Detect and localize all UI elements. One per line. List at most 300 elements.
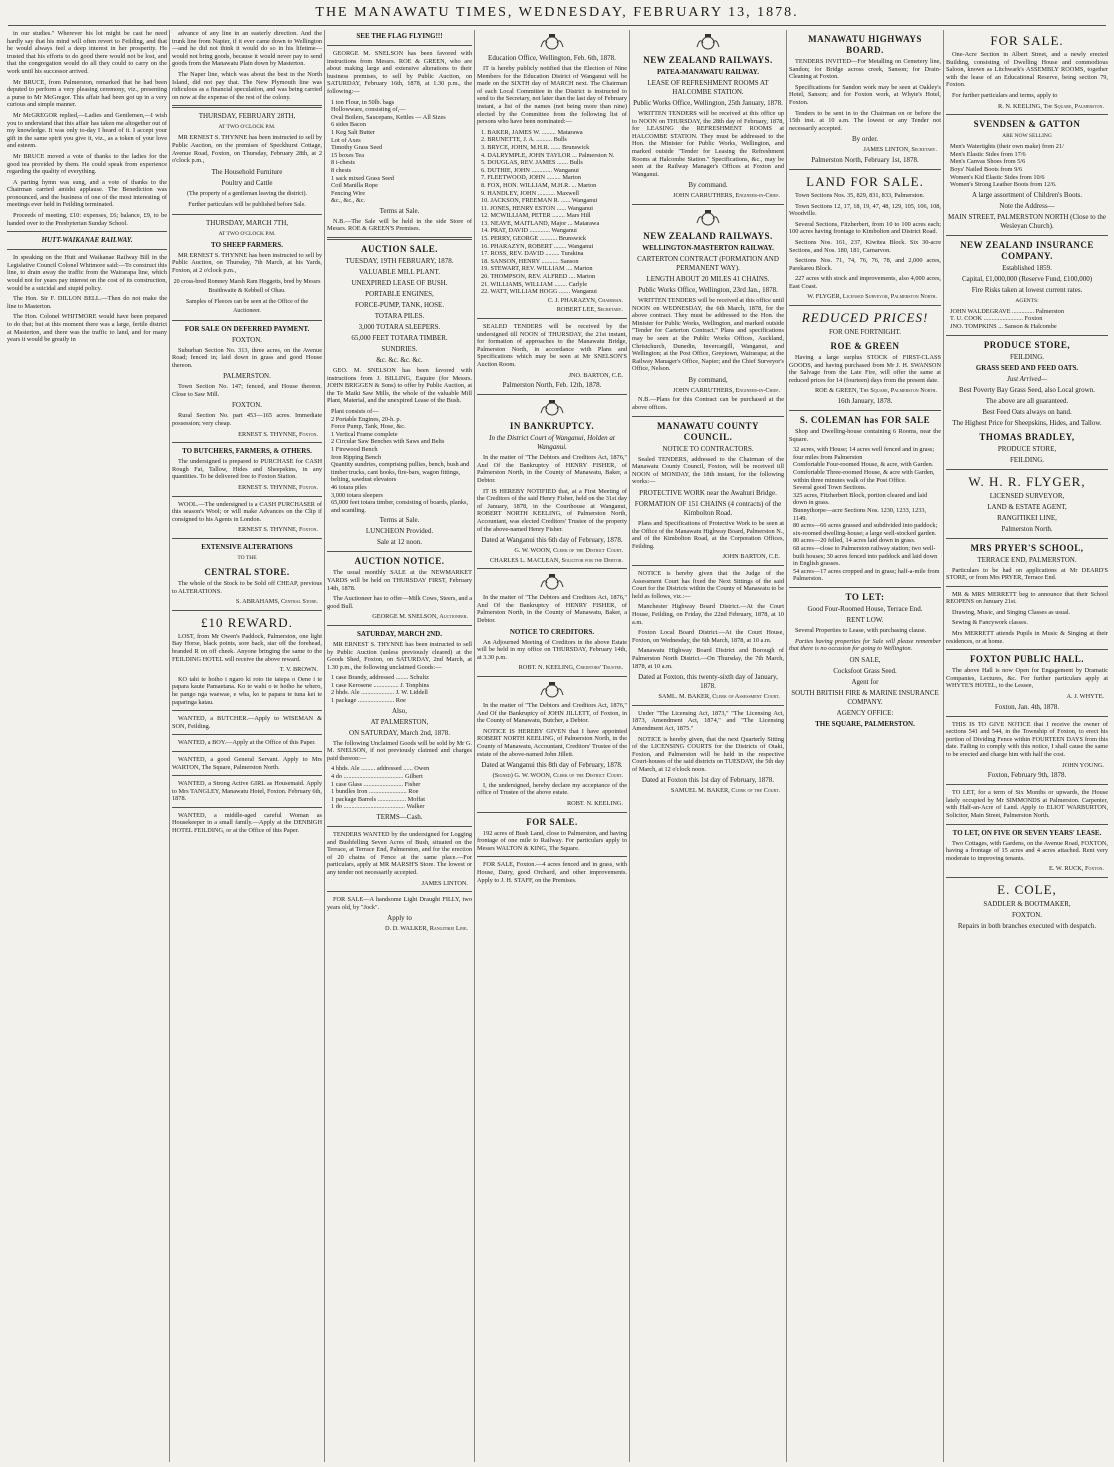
notice-note: Samples of Fleeces can be seen at the Office of the Auctioneer. [185, 298, 309, 314]
divider [327, 625, 472, 626]
ad-line: PORTABLE ENGINES, [365, 290, 434, 299]
ad-terms: Terms at Sale. [379, 206, 420, 215]
ad-heading: CENTRAL STORE. [204, 567, 290, 577]
ad-heading: MRS PRYER'S SCHOOL, [970, 542, 1084, 553]
notice-signature: ROBT. N. KEELING, Creditors' Trustee. [518, 664, 623, 672]
list-item: 6. DUTHIE, JOHN ............. Wanganui [481, 166, 579, 174]
ad-heading: PRODUCE STORE, [983, 339, 1071, 350]
list-item: 65,000 feet totara timber, consisting of boards, planks, and scantling. [331, 499, 469, 514]
list-item: Men's Canvas Shoes from 5/6 [950, 158, 1026, 166]
divider [7, 231, 167, 232]
ad-heading: SVENDSEN & GATTON [973, 119, 1081, 130]
notice-signature: SAML. M. BAKER, Clerk of Assessment Court. [658, 693, 780, 701]
notice-text: Foxton Local Board District.—At the Court House, Foxton, on Wednesday, the 6th March, 1878, at 10 a.m. [632, 629, 784, 644]
notice-office: Education Office, Wellington, Feb. 6th, 1878. [488, 54, 616, 62]
item-list [477, 129, 627, 296]
ad-line: The Highest Price for Sheepskins, Hides, and Tallow. [952, 418, 1102, 427]
notice-item: The Household Furniture [211, 167, 283, 176]
notice-signature: C. J. PHARAZYN, Chairman. [547, 296, 623, 304]
ad-line: MAIN STREET, PALMERSTON NORTH (Close to the Wesleyan Church). [948, 212, 1106, 230]
ad-line: RANGITIKEI LINE, [997, 513, 1057, 522]
ad-line: AGENCY OFFICE: [836, 708, 894, 717]
ad-text: TENDERS WANTED by the undersigned for Logging and Bushfelling Seven Acres of Bush, situated on the Terrace, at Terrace End, Palmerston, and for the erection of 20 chains of Fence at the same place.—For particulars, apply at MR MARSH'S Store. The lowest or any tender not necessarily accepted. [327, 831, 472, 876]
notice-item: Poultry and Cattle [221, 178, 273, 187]
ad-date: 16th January, 1878. [837, 397, 893, 406]
notice-time: AT TWO O'CLOCK P.M. [218, 230, 276, 237]
divider [789, 410, 941, 411]
divider [172, 610, 322, 611]
ad-text: Shop and Dwelling-house containing 6 Rooms, near the Square. [789, 428, 941, 443]
ad-subheading: ARE NOW SELLING [1002, 133, 1052, 140]
ad-text: FOR SALE—A handsome Light Draught FILLY, two years old, by "Jock". [327, 896, 472, 911]
divider [477, 394, 627, 395]
notice-text: Manawatu Highway Board District and Borough of Palmerston North District.—On Thursday, the 7th March, 1878, at 10 a.m. [632, 647, 784, 670]
ad-signature: THOMAS BRADLEY, [979, 431, 1075, 442]
royal-crest-icon [539, 573, 565, 591]
ad-text: GEO. M. SNELSON has been favored with instructions from J. BILLING, Esquire (for Messrs. JOHN BRIGGEN & Sons) to offer by Public Auction, at the Te Maiki Saw Mills, the whole of the valuable Mill Plant, Material, and the unexpired Lease of the Bush. [327, 367, 472, 405]
ad-line: Agent for [851, 677, 879, 686]
ad-terms: Terms at Sale. [379, 516, 420, 525]
list-item: 1 package ....................... Roe [331, 697, 406, 705]
divider [632, 565, 784, 566]
column-rule [629, 30, 630, 1462]
ad-text: The whole of the Stock to be Sold off CHEAP, previous to ALTERATIONS. [172, 580, 322, 595]
ad-line: &c. &c. &c. &c. [376, 356, 423, 365]
ad-line: AGENTS: [1015, 297, 1039, 304]
ad-line: A large assortment of Children's Boots. [971, 190, 1082, 199]
divider [7, 249, 167, 250]
notice-text: In the matter of "The Debtors and Creditors Act, 1876," And Of the Bankruptcy of HENRY FISHER, of Palmerston North, in the County of Manawatu, Baker, a Debtor. [477, 594, 627, 625]
notice-text: NOTICE IS HEREBY GIVEN that I have appointed ROBERT NORTH KEELING, of Palmerston North, in the County of Manawatu, Accountant, Creditors' Trustee of the estate of the above-named John Jillett. [477, 727, 627, 758]
list-item: T. U. COOK ......................... Foxton [950, 315, 1043, 323]
royal-crest-icon [539, 33, 565, 51]
ad-line: Cocksfoot Grass Seed. [833, 666, 897, 675]
notice-signature: (Signed) G. W. WOON, Clerk of the District Court. [492, 772, 623, 780]
divider [477, 568, 627, 569]
notice-text: Plans and Specifications of Protective Work to be seen at the Office of the Manawatu Highway Board, Palmerston N., and of the Kimbolton Road, at the Corporation Offices, Feilding. [632, 520, 784, 550]
notice-date: Dated at Wanganui this 8th day of February, 1878. [481, 761, 623, 770]
ad-text: GEORGE M. SNELSON has been favored with instructions from Messrs. ROE & GREEN, who are about making large and extensive alterations to their business premises, to sell by Public Auction, on SATURDAY, February 16th, 1878, at 1.30 p.m., the following:— [327, 50, 472, 95]
notice-heading: NEW ZEALAND RAILWAYS. [643, 55, 773, 65]
ad-line: VALUABLE MILL PLANT. [359, 268, 440, 277]
divider [172, 496, 322, 497]
article-paragraph: Mr BRUCE moved a vote of thanks to the ladies for the good tea provided by them. He could speak from experience regarding the quality of everything. [7, 152, 167, 176]
notice-text: N.B.—Plans for this Contract can be purchased at the above offices. [632, 396, 784, 412]
list-item: Several good Town Sections. [793, 484, 867, 492]
notice-item: 20 cross-bred Romney Marsh Ram Hoggetts, bred by Messrs Braithwaite & Kebbell of Ohau. [173, 278, 321, 294]
list-item: 21. WILLIAMS, WILLIAM ........ Carlyle [481, 280, 588, 288]
ad-line: LAND & ESTATE AGENT, [987, 502, 1067, 511]
notice-text: MR ERNEST S. THYNNE has been instructed to sell by Public Auction, on the premises of Speckhurst Cottage, Avenue Road, Foxton, on Thursday, February 28th, at 2 o'clock p.m., [172, 134, 322, 165]
list-item: 46 totara piles [331, 483, 367, 491]
ad-line: Capital, £1,000,000 (Reserve Fund, £100,000) [961, 274, 1093, 283]
column-4 [477, 30, 627, 1462]
ad-text: The usual monthly SALE at the NEWMARKET YARDS will be held on THURSDAY FIRST, February 14th, 1878. [327, 569, 472, 592]
list-item: 7. FLEETWOOD, JOHN ......... Marton [481, 174, 581, 182]
list-item: 8 i-chests [331, 159, 355, 167]
list-item: 11. JONES, HENRY ESTON ...... Wanganui [481, 204, 593, 212]
list-item: 2 hhds. Ale ..................... J. W. Liddell [331, 689, 428, 697]
notice-text: Manchester Highway Board District.—At the Court House, Feilding, on Friday, the 22nd February, 1878, at 10 a.m. [632, 603, 784, 626]
list-item: Women's Kid Elastic Sides from 10/6 [950, 173, 1045, 181]
ad-signature: ERNEST S. THYNNE, Foxton. [238, 484, 318, 492]
notice-date: THURSDAY, MARCH 7TH, [205, 218, 289, 227]
notice-court: In the District Court of Wanganui, Holden at Wanganui. [489, 434, 615, 452]
ad-line: ON SALE, [849, 655, 881, 664]
notice-heading: NOTICE TO CREDITORS. [509, 627, 595, 636]
list-item: Lot of Axes [331, 136, 361, 144]
column-rule [169, 30, 170, 1462]
ad-signature: A. J. WHYTE. [1066, 693, 1104, 701]
ad-line: 65,000 FEET TOTARA TIMBER. [351, 334, 448, 343]
divider [946, 114, 1108, 115]
list-item: 5. DOUGLAS, REV. JAMES ....... Bulls [481, 159, 583, 167]
wanted-ad: WANTED, a middle-aged careful Woman as Housekeeper in a small family.—Apply at the DENBIGH HOTEL FEILDING, or at the Office of this Paper. [172, 811, 322, 835]
notice-signature: SAMUEL M. BAKER, Clerk of the Court. [670, 787, 780, 795]
ad-signature: T. V. BROWN. [279, 666, 318, 674]
ad-line: TERRACE END, PALMERSTON. [977, 555, 1077, 564]
ad-text: Sections Nos. 71, 74, 76, 76, 78, and 2,000 acres, Parekareu Block. [789, 257, 941, 272]
ad-heading: AUCTION NOTICE. [354, 556, 445, 567]
list-item: 1 ton Flour, in 50lb. bags [331, 98, 395, 106]
list-item: 17. ROSS, REV. DAVID ......... Turakina [481, 250, 584, 258]
divider [477, 318, 627, 319]
article-paragraph: in our studies." Wherever his lot might be cast he need hardly say that his mind will often revert to Feilding, and that he would always feel a deep interest in her prosperity. He trusted that his efforts to do good there would not be lost, and that the congregation would do all they could to carry on the work until his successor arrived. [7, 30, 167, 75]
ad-text: Several Sections, Fitzherbert, from 10 to 100 acres each; 100 acres having frontage to Kimbolton and District Road. [789, 220, 941, 236]
list-item: 3,000 totara sleepers [331, 491, 383, 499]
ad-text: MR ERNEST S. THYNNE has been instructed to sell by Public Auction (unless previously cleared) at the Goods Shed, Foxton, on SATURDAY, 2nd March, at 1.30 p.m., the following unclaimed Goods:— [327, 640, 472, 671]
wanted-ad: WANTED, a good General Servant. Apply to Mrs WARTON, The Square, Palmerston North. [172, 755, 322, 771]
notice-text: MR ERNEST S. THYNNE has been instructed to sell by Public Auction, on Thursday, 7th March, at his Yards, Foxton, at 2 o'clock p.m., [172, 251, 322, 274]
ad-line: Also, [392, 706, 407, 715]
ad-text: Mrs MERRETT attends Pupils in Music & Singing at their residences, or at home. [946, 630, 1108, 645]
ad-line: ON SATURDAY, March 2nd, 1878. [349, 728, 450, 737]
ad-text: 192 acres of Bush Land, close to Palmerston, and having frontage of one mile to Railway. For particulars apply to Messrs WALTON & KING, The Square. [477, 829, 627, 852]
list-item: Plant consists of— [331, 408, 379, 416]
notice-subheading: PATEA-MANAWATU RAILWAY. [657, 68, 759, 76]
list-item: 4. DALRYMPLE, JOHN TAYLOR ... Palmerston N. [481, 151, 615, 159]
list-item: Comfortable Three-roomed House, & acre with Garden, within three minutes walk of the Post Office. [793, 469, 935, 484]
list-item: 325 acres, Fitzherbert Block, portion cleared and laid down in grass. [793, 491, 928, 507]
ad-text: For further particulars and terms, apply to [952, 91, 1058, 99]
ad-terms: TERMS—Cash. [376, 813, 423, 821]
list-item: 19. STEWART, REV. WILLIAM .... Marton [481, 265, 593, 273]
list-item: Comfortable Four-roomed House, & acre, with Garden. [793, 461, 934, 469]
list-item: 1. BAKER, JAMES W. ......... Matarawa [481, 128, 583, 136]
list-item: 1 package Barrels .................. Moffat [331, 795, 425, 803]
divider [327, 45, 472, 46]
ad-text: TO LET, for a term of Six Months or upwards, the House lately occupied by Mr SIMMONDS at Palmerston. Carpenter, with Half-an-Acre of Land. Apply to ELIOT WARBURTON, Solicitor, Main Street, Palmerston North. [946, 789, 1108, 819]
notice-text: An Adjourned Meeting of Creditors in the above Estate will be held in my office on THURSDAY, February 14th, at 3.30 p.m. [477, 638, 627, 661]
item-list [946, 308, 1108, 331]
ad-heading: TO LET, ON FIVE OR SEVEN YEARS' LEASE. [952, 828, 1102, 837]
divider [946, 538, 1108, 539]
list-item: 80 acres—66 acres grassed and subdivided into paddock; six-roomed dwelling-house; a large well-stocked garden. [793, 522, 938, 537]
royal-crest-icon [539, 399, 565, 417]
column-rule [943, 30, 944, 1462]
list-item: 1 case Kerosene ................ J. Tonphins [331, 681, 430, 689]
notice-time: AT TWO O'CLOCK P.M. [218, 124, 276, 131]
ad-signature: JAMES LINTON. [421, 879, 468, 887]
ad-terms: Sale at 12 noon. [376, 538, 423, 547]
list-item: 1 case Glass ......................... Fisher [331, 780, 421, 788]
list-item: 15 boxes Tea [331, 151, 365, 159]
notice-date: THURSDAY, FEBRUARY 28TH, [198, 112, 296, 121]
notice-text: Sealed TENDERS, addressed to the Chairman of the Manawatu County Council, Foxton, will be received till NOON of MONDAY, the 18th instant, for the following works:— [632, 455, 784, 486]
ad-text: Having a large surplus STOCK of FIRST-CLASS GOODS, and having purchased from Mr J. H. SWANSON the Salvage from the Late Fire, will offer the same at reduced prices for 14 (fourteen) days from the present date. [789, 354, 941, 384]
list-item: Timothy Grass Seed [331, 144, 383, 152]
ad-signature: JOHN YOUNG. [1062, 761, 1104, 769]
ad-date: Foxton, February 9th, 1878. [987, 771, 1067, 780]
ad-line: Apply to [387, 914, 412, 923]
item-list [789, 446, 941, 583]
ad-line: FOXTON. [1011, 910, 1042, 919]
ad-heading: FOR SALE. [990, 33, 1064, 48]
list-item: 8. FOX, HON. WILLIAM, M.H.R. ... Marton [481, 181, 597, 189]
ad-line: AT PALMERSTON, [370, 717, 429, 726]
article-paragraph: Mr BRUCE, from Palmerston, remarked that he had been deputed to perform a very pleasing ceremony, viz., presenting a purse to Mr McGregor. This affair had been got up in a very curious and simple manner. [7, 78, 167, 109]
ad-text: Two Cottages, with Gardens, on the Avenue Road, FOXTON, having a frontage of 15 acres and 4 acres attached. Rent very moderate to improving tenants. [946, 839, 1108, 862]
ad-heading: LAND FOR SALE. [806, 173, 924, 189]
list-item: 10. JACKSON, FREEMAN R. ...... Wanganui [481, 197, 598, 205]
ad-heading: NEW ZEALAND INSURANCE COMPANY. [960, 239, 1094, 261]
ad-line: Just Arrived— [1006, 374, 1048, 383]
article-paragraph: The Naper line, which was about the best in the North Island, did not pay that. The New Plymouth line was ridiculous as a financial speculation, and was being carried on now at the expense of the rest of the colony. [172, 70, 322, 101]
ad-date: TUESDAY, 19TH FEBRUARY, 1878. [345, 257, 454, 266]
divider [946, 586, 1108, 587]
wanted-ad: WANTED, a BOY.—Apply at the Office of this Paper. [178, 739, 316, 747]
notice-heading: MANAWATU COUNTY COUNCIL. [656, 420, 760, 442]
ad-line: 3,000 TOTARA SLEEPERS. [358, 323, 441, 332]
ad-text: Parties having properties for Sale will please remember that there is no occasion for going to Wellington. [789, 637, 941, 653]
notice-date: Palmerston North, Feb. 12th, 1878. [502, 381, 602, 390]
column-6 [789, 30, 941, 1462]
notice-subheading: CARTERTON CONTRACT (FORMATION AND PERMANENT WAY). [637, 254, 779, 272]
list-item: 15. PERRY, GEORGE ........... Brunswick [481, 235, 587, 243]
ad-text: 227 acres with stock and improvements, also 4,000 acres, East Coast. [789, 275, 941, 290]
ad-line: RENT LOW. [846, 615, 884, 624]
divider [172, 538, 322, 539]
list-item: Boys' Nailed Boots from 9/6 [950, 165, 1023, 173]
column-rule [786, 30, 787, 1462]
notice-office: Public Works Office, Wellington, 23rd Jan., 1878. [638, 285, 778, 294]
ad-text: LOST, from Mr Owen's Paddock, Palmerston, one light Bay Horse, black points, sore back, star off the forehead, branded R on off cheek. Anyone bringing the same to the FEILDING HOTEL will receive the above reward. [172, 632, 322, 663]
ad-text: The following Unclaimed Goods will be sold by Mr G. M. SNELSON, if not previously claimed and charges paid thereon:— [327, 739, 472, 762]
divider [172, 214, 322, 215]
ad-text: The Auctioneer has to offer—Milk Cows, Steers, and a good Bull. [327, 595, 472, 610]
list-item: JOHN WALDEGRAVE .............. Palmerston [950, 307, 1064, 315]
list-item: Quantity sundries, comprising pullies, bench, bush and timber trucks, cant hooks, fire-bars, wagon fittings, belting, sawdust elevators [331, 461, 470, 484]
article-paragraph: Mr McGREGOR replied,—Ladies and Gentlemen,—I wish you to understand that this affair has taken me altogether out of my knowledge. It was only to-day I heard of it. I accept your gift in the same spirit you give it, viz., as a token of your love and esteem. [7, 111, 167, 150]
notice-office: Public Works Office, Wellington, 25th January, 1878. [633, 99, 783, 107]
list-item: 2 Circular Saw Benches with Saws and Belts [331, 438, 445, 446]
list-item: 3. BRYCE, JOHN, M.H.R. ...... Brunswick [481, 143, 590, 151]
royal-crest-icon [695, 209, 721, 227]
ad-line: Fire Risks taken at lowest current rates. [971, 285, 1083, 294]
ad-date: Foxton, Jan. 4th, 1878. [994, 702, 1060, 711]
divider [327, 551, 472, 552]
ad-text: FOR SALE, Foxton.—4 acres fenced and in grass, with House, Dairy, good Orchard, and other improvements. Apply to J. H. STAFF, on the Premises. [477, 861, 627, 884]
divider [946, 716, 1108, 717]
list-item: Men's Elastic Sides from 17/6 [950, 150, 1026, 158]
divider [172, 807, 322, 808]
notice-line: By command, [688, 375, 728, 384]
item-list [327, 99, 472, 205]
item-list [946, 143, 1108, 189]
notice-signature: JOHN CARRUTHERS, Engineer-in-Chief. [673, 192, 780, 200]
ad-line: Good Four-Roomed House, Terrace End. [807, 604, 923, 613]
ad-signature: R. N. KEELING, The Square, Palmerston. [998, 102, 1104, 110]
column-7 [946, 30, 1108, 1462]
ad-line: FEILDING. [1009, 352, 1045, 361]
list-item: JNO. TOMPKINS ... Sanson & Halcombe [950, 322, 1057, 330]
divider [172, 442, 322, 443]
article-paragraph: In speaking on the Hutt and Waikanae Railway Bill in the Legislative Council Colonel Whitmore said:—To construct this line, to drain away the traffic from the Wairarapa line, which would not for years pay interest on the cost of its construction, would be a suicidal and stupid policy. [7, 254, 167, 292]
notice-date: Dated at Foxton, this twenty-sixth day of January, 1878. [638, 673, 778, 691]
divider [172, 710, 322, 711]
ad-line: Note the Address— [999, 201, 1055, 210]
notice-text: WRITTEN TENDERS will be received at this office up to NOON on THURSDAY, the 28th day of February, 1878, for LEASING the REFRESHMENT ROOMS at HALCOMBE STATION. They must be addressed to the Hon. the Minister for Public Works, Wellington, and marked outside "Tender for Leasing the Refreshment Rooms at Halcombe Station." Specifications, &c., may be seen at the Railway Manager's Offices at Foxton and Wanganui. [632, 110, 784, 178]
ad-signature: ERNEST S. THYNNE, Foxton. [238, 526, 318, 534]
ad-heading: E. COLE, [997, 881, 1057, 897]
list-item: 18. SANSON, HENRY ........... Sanson [481, 257, 579, 265]
ad-signature: PRODUCE STORE, [997, 444, 1057, 453]
item-list [327, 674, 472, 704]
divider [172, 751, 322, 752]
ad-text: TENDERS INVITED—For Metalling on Cemetery line, Sandon; for Bridge across creek, Sanson; for Drain-Cleaning at Foxton. [789, 58, 941, 81]
list-item: 9. HANDLEY, JOHN ........... Maxwell [481, 189, 580, 197]
ad-date: SATURDAY, MARCH 2ND. [357, 629, 442, 638]
item-list [327, 408, 472, 514]
column-5 [632, 30, 784, 1462]
ad-line: UNEXPIRED LEASE OF BUSH. [351, 279, 448, 288]
notice-text: NOTICE is hereby given, that the next Quarterly Sitting of the LICENSING COURTS for the Districts of Otaki, Foxton, and Palmerston will be held in the respective Court-houses of the said districts on TUESDAY, the 5th day of March, at 12 o'clock noon. [632, 735, 784, 773]
ad-heading: FOXTON PUBLIC HALL. [969, 654, 1085, 665]
ad-signature: JAMES LINTON, Secretary. [863, 146, 937, 154]
ad-heading: TO LET: [845, 591, 885, 602]
ad-text: Tenders to be sent in to the Chairman on or before the 15th inst. at 10 a.m. The lowest or any Tender not necessarily accepted. [789, 109, 941, 132]
divider [327, 826, 472, 827]
ad-text: Particulars to be had on applications at Mr DEARD'S STORE, or from Mrs PRYER, Terrace End. [946, 566, 1108, 582]
ad-place: FOXTON. [231, 335, 262, 344]
notice-date: Dated at Foxton this 1st day of February, 1878. [641, 776, 775, 785]
ad-heading: AUCTION SALE. [360, 244, 438, 255]
ad-text: Suburban Section No. 313, three acres, on the Avenue Road; fenced in; laid down in grass and good House thereon. [172, 346, 322, 369]
royal-crest-icon [695, 33, 721, 51]
ad-line: Best Feed Oats always on hand. [982, 407, 1072, 416]
list-item: Coil Manilla Rope [331, 182, 378, 190]
notice-line: FORMATION OF 151 CHAINS (4 contracts) of the Kimbolton Road. [634, 500, 782, 518]
notice-text: Under "The Licensing Act, 1873," "The Licensing Act, 1873, Amendment Act, 1874," and "The Licensing Amendment Act, 1875." [632, 709, 784, 732]
ad-text: Several Properties to Lease, with purchasing clause. [795, 626, 927, 634]
divider [632, 204, 784, 205]
ad-heading: REDUCED PRICES! [801, 310, 929, 326]
list-item: 1 case Brandy, addressed ........ Schultz [331, 674, 429, 682]
notice-note: Further particulars will be published before Sale. [188, 201, 306, 208]
notice-text: IT is hereby publicly notified that the Election of Nine Members for the Education District of Wanganui will be made on the SIXTH day of MARCH next. The Chairman of each Local Committee in the District is instructed to send to the Secretary, not later than the last day of February instant, a list of the names (not being more than nine) elected by the Committee from the following list of persons who have been nominated:— [477, 65, 627, 126]
ad-line: GRASS SEED AND FEED OATS. [975, 363, 1079, 372]
ad-line: SADDLER & BOOTMAKER, [983, 899, 1071, 908]
ad-text: Specifications for Sandon work may be seen at Oakley's Hotel, Sanson; and for Foxton work, at Whyte's Hotel, Foxton. [789, 83, 941, 106]
ad-line: THE SQUARE, PALMERSTON. [815, 719, 915, 728]
list-item: 8 chests [331, 166, 352, 174]
ad-text: Town Section No. 147; fenced, and House thereon. Close to Saw Mill. [172, 383, 322, 398]
column-rule [324, 30, 325, 1462]
notice-subheading: LENGTH ABOUT 20 MILES 41 CHAINS. [646, 274, 770, 283]
column-2 [172, 30, 322, 1462]
list-item: Bunnythorpe—acre Sections Nos. 1230, 1233, 1233, 1149. [793, 506, 927, 522]
ad-line: Best Poverty Bay Grass Seed, also Local grown. [959, 385, 1095, 394]
divider [946, 469, 1108, 470]
divider [327, 891, 472, 892]
divider [632, 416, 784, 417]
notice-text: WRITTEN TENDERS will be received at this office until NOON on WEDNESDAY, the 6th March, 1878, for the above contract. They must be addressed to the Hon. the Minister for Public Works, Wellington, and marked outside "Tender for Carterton Contract." Plans and specifications may be seen at the Public Works Offices, Auckland, Christchurch, Dunedin, Invercargill, Wanganui, and Wellington; at the Post Office, Greytown, Wairarapa; at the Railway Manager's Office, Napier; and the Chief Surveyor's Office, Nelson. [632, 296, 784, 373]
notice-text: SEALED TENDERS will be received by the undersigned till NOON of THURSDAY, the 21st instant, for formation of approaches to the Manawatu Bridge, Palmerston North, in accordance with Plans and Specifications which may be seen at Mr SNELSON'S Auction Room. [477, 323, 627, 368]
ad-text: Town Sections Nos. 35, 829, 831, 833, Palmerston. [795, 191, 925, 199]
ad-signature: ERNEST S. THYNNE, Foxton. [238, 430, 318, 438]
article-paragraph: The Hon. Sir F. DILLON BELL.—Then do not make the line to Masterton. [7, 295, 167, 310]
ad-text: The above Hall is now Open for Engagement by Dramatic Companies, Lectures, &c. For further particulars apply at WHYTE'S HOTEL, to the Lessee, [946, 667, 1108, 690]
ad-heading: MANAWATU HIGHWAYS BOARD. [808, 34, 922, 55]
list-item: 22. WATT, WILLIAM HOGG ....... Wanganui [481, 288, 597, 296]
ad-subheading: FOR ONE FORTNIGHT. [829, 328, 901, 337]
notice-signature: JOHN BARTON, C.E. [722, 553, 780, 561]
ad-signature: FEILDING. [1009, 455, 1045, 464]
notice-subheading: NOTICE TO CONTRACTORS. [662, 444, 754, 453]
divider [172, 320, 322, 321]
list-item: 1 Keg Salt Butter [331, 128, 375, 136]
ad-line: By order. [851, 135, 879, 144]
notice-text: In the matter of "The Debtors and Creditors Act, 1876," And Of the Bankruptcy of JOHN JILLETT, of Foxton, in the County of Manawatu, Butcher, a Debtor. [477, 702, 627, 725]
ad-signature: W. FLYGER, Licensed Surveyor, Palmerston North. [807, 293, 937, 301]
list-item: Men's Watertights (their own make) from 21/ [950, 143, 1064, 151]
divider [477, 812, 627, 813]
divider [789, 587, 941, 588]
ad-text: WOOL.—The undersigned is a CASH PURCHASER of this season's Wool; or will make Advances on the Clip if consigned to his Agents in London. [172, 500, 322, 523]
ad-text: MR & MRS MERRETT beg to announce that their School REOPENS on January 21st. [946, 590, 1108, 606]
ad-firm: ROE & GREEN [830, 341, 900, 352]
list-item: 68 acres—close to Palmerston railway station; two well-built houses; 30 acres fenced into paddock and laid down in English grasses. [793, 544, 938, 568]
notice-note: (The property of a gentleman leaving the district). [187, 190, 307, 197]
list-item: Women's Strong Leather Boots from 12/6. [950, 181, 1057, 189]
divider [789, 305, 941, 306]
ad-line: Repairs in both branches executed with despatch. [957, 921, 1097, 930]
list-item: 1 do ....................................... Walker [331, 803, 425, 811]
ad-signature: GEORGE M. SNELSON, Auctioneer. [372, 613, 468, 621]
list-item: &c., &c., &c. [331, 197, 366, 205]
ad-heading: EXTENSIVE ALTERATIONS [201, 543, 293, 551]
list-item: 4 do ...................................... Gilbert [331, 773, 423, 781]
notice-line: PROTECTIVE WORK near the Awahuri Bridge. [639, 489, 777, 498]
ad-signature: S. ABRAHAMS, Central Store. [235, 598, 318, 606]
ad-text: Town Sections 12, 17, 18, 19, 47, 48, 129, 105, 106, 108, Woodville. [789, 202, 941, 218]
list-item: Fencing Wire [331, 189, 366, 197]
ad-text: THIS IS TO GIVE NOTICE that I receive the owner of sections 541 and 544, in the Township of Foxton, to erect his portion of Dividing Fence within FOURTEEN DAYS from this date. Failing to comply with this notice, I shall cause the same to be erected and charge him with half the cost. [946, 720, 1108, 758]
notice-text: In the matter of "The Debtors and Creditors Act, 1876," And Of the Bankruptcy of HENRY FISHER, of Palmerston North, in the County of Manawatu, Baker, a Debtor. [477, 454, 627, 484]
divider [632, 705, 784, 706]
divider [477, 856, 627, 857]
royal-crest-icon [539, 681, 565, 699]
ad-text: Sections Nos. 161, 237, Kiwitea Block. Six 30-acre Sections, and Nos. 180, 181, Carnarvon. [789, 238, 941, 254]
ad-heading: FOR SALE. [526, 816, 578, 827]
ad-line: FORCE-PUMP, TANK, HOSE. [355, 301, 444, 310]
notice-signature: JNO. BARTON, C.E. [568, 371, 623, 379]
ad-text: Drawing, Music, and Singing Classes as usual. [952, 608, 1071, 616]
ad-note: N.B.—The Sale will be held in the side Store of Messrs. ROE & GREEN'S Premises. [327, 217, 472, 233]
column-3 [327, 30, 472, 1462]
notice-signature: CHARLES L. MACLEAN, Solicitor for the Debtor. [489, 556, 623, 564]
article-paragraph: A parting hymn was sung, and a vote of thanks to the Chairman carried amidst applause. The Benediction was pronounced, and the business of one of the most interesting of meetings ever held in Feilding terminated. [7, 178, 167, 209]
